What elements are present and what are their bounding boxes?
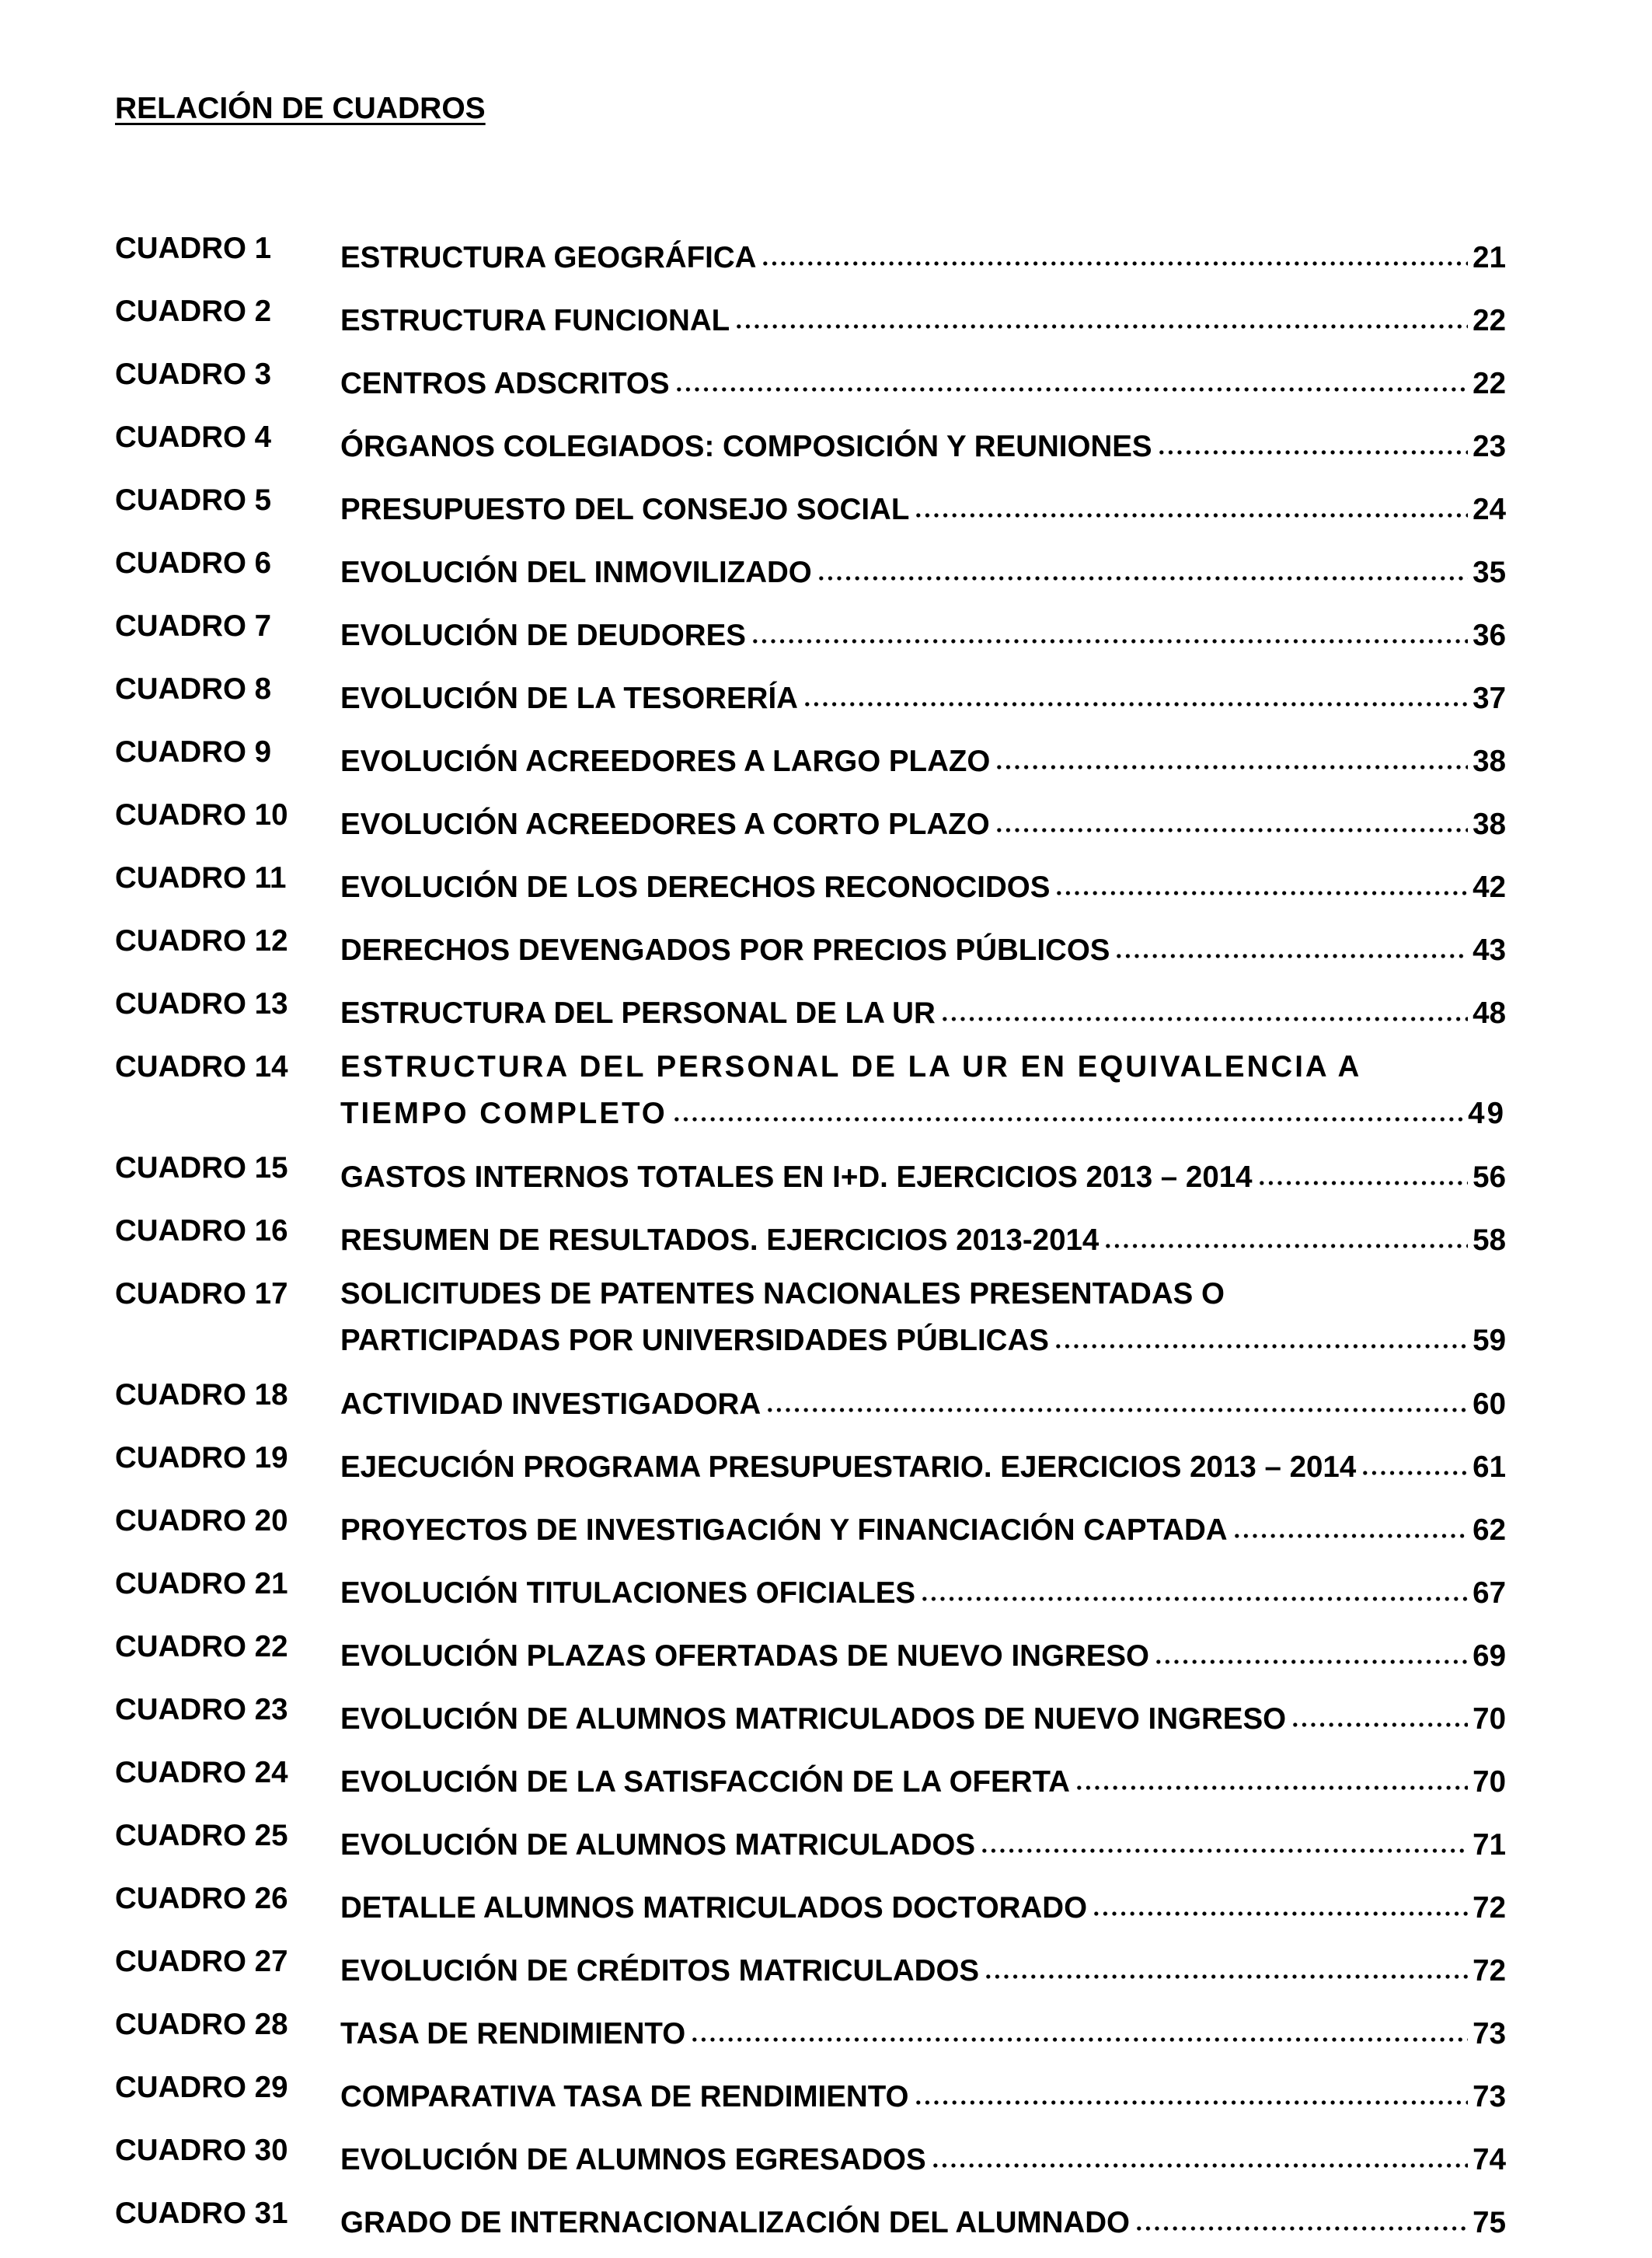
toc-entry-number: CUADRO 27 [115,1945,288,1978]
toc-entry-title: EJECUCIÓN PROGRAMA PRESUPUESTARIO. EJERCICIOS 2013 – 2014 [340,1450,1357,1484]
toc-entry-line [340,1440,1506,1486]
toc-entry-title: EVOLUCIÓN TITULACIONES OFICIALES [340,1576,916,1610]
toc-entry-number: CUADRO 8 [115,672,272,706]
toc-entry-number: CUADRO 25 [115,1819,288,1852]
toc-entry-body [340,734,1506,780]
toc-entry-body [340,860,1506,906]
toc-entry [115,1440,1506,1486]
dot-leader [995,734,1468,771]
toc-entry [115,2195,1506,2242]
toc-entry-title: EVOLUCIÓN DE ALUMNOS EGRESADOS [340,2143,926,2176]
toc-entry [115,545,1506,592]
toc-entry-page: 72 [1473,1891,1506,1925]
toc-entry-line [340,1502,1506,1549]
toc-entry-title: EVOLUCIÓN DE LA SATISFACCIÓN DE LA OFERTA [340,1765,1070,1799]
toc-entry-page: 73 [1473,2080,1506,2113]
toc-entry [115,1943,1506,1990]
toc-entry-page: 22 [1473,304,1506,337]
toc-entry-title: CENTROS ADSCRITOS [340,367,670,400]
toc-entry-title: ÓRGANOS COLEGIADOS: COMPOSICIÓN Y REUNIONES [340,430,1152,463]
toc-entry-number: CUADRO 1 [115,232,272,265]
toc-entry-title: EVOLUCIÓN DE LA TESORERÍA [340,682,798,715]
toc-entry-body [340,1880,1506,1927]
toc-entry-number: CUADRO 6 [115,546,272,580]
toc-entry-line [340,482,1506,529]
table-of-contents [115,230,1506,2258]
toc-entry-page: 38 [1473,808,1506,841]
toc-entry-page: 35 [1473,556,1506,589]
toc-entry-line [340,419,1506,466]
toc-entry-page: 37 [1473,682,1506,715]
toc-entry-body [340,1502,1506,1549]
toc-entry-number: CUADRO 13 [115,987,288,1021]
toc-entry-line [340,1213,1506,1259]
toc-entry-body [340,293,1506,340]
toc-entry [115,1691,1506,1738]
dot-leader [940,986,1468,1023]
toc-entry-body [340,1943,1506,1990]
toc-entry-number: CUADRO 23 [115,1693,288,1726]
toc-entry-line [340,797,1506,843]
toc-entry-title: DETALLE ALUMNOS MATRICULADOS DOCTORADO [340,1891,1088,1925]
toc-entry-body [340,1817,1506,1864]
toc-entry-number: CUADRO 11 [115,861,287,895]
dot-leader [734,293,1468,330]
dot-leader [914,482,1468,519]
toc-entry-body [340,230,1506,277]
dot-leader [1232,1502,1469,1540]
toc-entry [115,1150,1506,1196]
toc-entry [115,860,1506,906]
toc-entry-page: 60 [1473,1387,1506,1421]
toc-entry-title: EVOLUCIÓN ACREEDORES A LARGO PLAZO [340,745,991,778]
toc-entry-body [340,1628,1506,1675]
toc-entry-line [340,1276,1506,1313]
toc-entry-number: CUADRO 15 [115,1151,288,1185]
toc-entry-line [340,230,1506,277]
toc-entry-line [340,356,1506,403]
toc-entry-body [340,1276,1506,1359]
dot-leader [1157,419,1469,456]
toc-entry-number: CUADRO 22 [115,1630,288,1663]
toc-entry-page: 36 [1473,619,1506,652]
toc-entry-line [340,734,1506,780]
toc-entry-body [340,1377,1506,1423]
page-title: RELACIÓN DE CUADROS [115,92,486,125]
toc-entry-title: EVOLUCIÓN ACREEDORES A CORTO PLAZO [340,808,990,841]
toc-entry-number: CUADRO 16 [115,1214,288,1248]
toc-entry [115,1754,1506,1801]
toc-entry-title: TIEMPO COMPLETO [340,1097,667,1130]
toc-entry-page: 42 [1473,871,1506,904]
toc-entry [115,2069,1506,2116]
toc-entry-page: 73 [1473,2017,1506,2050]
toc-entry-line [340,2195,1506,2242]
dot-leader [980,1817,1468,1855]
toc-entry-line [340,2006,1506,2053]
toc-entry [115,734,1506,780]
toc-entry-body [340,419,1506,466]
toc-entry [115,1377,1506,1423]
dot-leader [931,2132,1469,2169]
dot-leader [920,1565,1468,1603]
toc-entry-body [340,797,1506,843]
dot-leader [1134,2195,1468,2232]
toc-entry-page: 70 [1473,1765,1506,1799]
toc-entry-title: COMPARATIVA TASA DE RENDIMIENTO [340,2080,909,2113]
toc-entry-number: CUADRO 7 [115,609,272,643]
toc-entry-body [340,2006,1506,2053]
toc-entry-body [340,671,1506,717]
toc-entry-title: ACTIVIDAD INVESTIGADORA [340,1387,762,1421]
toc-entry-page: 62 [1473,1513,1506,1547]
dot-leader [751,608,1468,645]
toc-entry-title: DERECHOS DEVENGADOS POR PRECIOS PÚBLICOS [340,934,1110,967]
toc-entry-line [340,545,1506,592]
toc-entry-number: CUADRO 20 [115,1504,288,1537]
toc-entry [115,1276,1506,1359]
toc-entry-number: CUADRO 19 [115,1441,288,1475]
toc-entry-title: RESUMEN DE RESULTADOS. EJERCICIOS 2013-2014 [340,1223,1100,1257]
dot-leader [672,1086,1463,1123]
toc-entry-line [340,1754,1506,1801]
toc-entry-title: ESTRUCTURA DEL PERSONAL DE LA UR [340,996,936,1030]
toc-entry-body [340,608,1506,654]
toc-entry-page: 58 [1473,1223,1506,1257]
toc-entry-number: CUADRO 29 [115,2071,288,2104]
toc-entry [115,923,1506,969]
toc-entry [115,1817,1506,1864]
dot-leader [1154,1628,1468,1666]
toc-entry-number: CUADRO 2 [115,295,272,328]
toc-entry-title: TASA DE RENDIMIENTO [340,2017,686,2050]
toc-entry-title: GRADO DE INTERNACIONALIZACIÓN DEL ALUMNADO [340,2206,1130,2239]
toc-entry-line [340,1691,1506,1738]
toc-entry-page: 43 [1473,934,1506,967]
toc-entry [115,230,1506,277]
toc-entry-page: 38 [1473,745,1506,778]
toc-entry-number: CUADRO 12 [115,924,288,958]
toc-entry-title: ESTRUCTURA DEL PERSONAL DE LA UR EN EQUIVALENCIA A [340,1050,1362,1084]
toc-entry-number: CUADRO 26 [115,1882,288,1915]
toc-entry-title: ESTRUCTURA GEOGRÁFICA [340,241,757,274]
toc-entry [115,2132,1506,2179]
toc-entry-line [340,608,1506,654]
toc-entry-title: EVOLUCIÓN DE DEUDORES [340,619,746,652]
toc-entry-line [340,1150,1506,1196]
toc-entry-number: CUADRO 14 [115,1050,288,1084]
toc-entry-line [340,1817,1506,1864]
toc-entry-number: CUADRO 18 [115,1378,288,1412]
toc-entry-page: 24 [1473,493,1506,526]
dot-leader [1361,1440,1468,1477]
toc-entry-page: 22 [1473,367,1506,400]
dot-leader [765,1377,1468,1414]
dot-leader [1092,1880,1468,1918]
toc-entry [115,1502,1506,1549]
toc-entry-body [340,2132,1506,2179]
toc-entry-number: CUADRO 31 [115,2197,288,2230]
toc-entry [115,482,1506,529]
toc-entry-number: CUADRO 5 [115,483,272,517]
toc-entry-page: 56 [1473,1160,1506,1194]
toc-entry-page: 70 [1473,1702,1506,1736]
toc-entry-number: CUADRO 3 [115,358,272,391]
toc-entry [115,293,1506,340]
toc-entry-page: 74 [1473,2143,1506,2176]
toc-entry-body [340,1213,1506,1259]
toc-entry [115,1628,1506,1675]
dot-leader [1054,1313,1468,1350]
toc-entry-line [340,1086,1506,1132]
toc-entry-title: EVOLUCIÓN DEL INMOVILIZADO [340,556,812,589]
dot-leader [803,671,1468,708]
toc-entry-body [340,356,1506,403]
toc-entry-body [340,1440,1506,1486]
toc-entry [115,1565,1506,1612]
toc-entry-line [340,1565,1506,1612]
toc-entry-title: EVOLUCIÓN DE ALUMNOS MATRICULADOS DE NUEVO INGRESO [340,1702,1287,1736]
toc-entry-title: PRESUPUESTO DEL CONSEJO SOCIAL [340,493,910,526]
toc-entry-line [340,923,1506,969]
toc-entry-body [340,1754,1506,1801]
toc-entry-title: GASTOS INTERNOS TOTALES EN I+D. EJERCICIOS 2013 – 2014 [340,1160,1253,1194]
dot-leader [761,230,1468,267]
toc-entry-page: 71 [1473,1828,1506,1862]
toc-entry-title: ESTRUCTURA FUNCIONAL [340,304,730,337]
dot-leader [817,545,1468,582]
toc-entry-title: EVOLUCIÓN DE LOS DERECHOS RECONOCIDOS [340,871,1051,904]
toc-entry [115,1049,1506,1132]
toc-entry-line [340,1628,1506,1675]
toc-entry-line [340,1943,1506,1990]
toc-entry-body [340,2069,1506,2116]
toc-entry-number: CUADRO 4 [115,421,272,454]
toc-entry-page: 69 [1473,1639,1506,1673]
toc-entry-page: 23 [1473,430,1506,463]
toc-entry-number: CUADRO 30 [115,2134,288,2167]
toc-entry-body [340,1049,1506,1132]
toc-entry-page: 75 [1473,2206,1506,2239]
toc-entry [115,1213,1506,1259]
toc-entry-line [340,1313,1506,1359]
toc-entry-body [340,2195,1506,2242]
toc-entry-number: CUADRO 17 [115,1277,288,1310]
dot-leader [1103,1213,1468,1250]
toc-entry-body [340,986,1506,1032]
toc-entry-line [340,1377,1506,1423]
toc-entry-line [340,986,1506,1032]
toc-entry-line [340,671,1506,717]
toc-entry-page: 59 [1473,1324,1506,1357]
toc-entry-title: EVOLUCIÓN DE CRÉDITOS MATRICULADOS [340,1954,980,1988]
dot-leader [674,356,1469,393]
dot-leader [1075,1754,1468,1792]
toc-entry-title: SOLICITUDES DE PATENTES NACIONALES PRESENTADAS O [340,1277,1225,1310]
toc-entry-title: PROYECTOS DE INVESTIGACIÓN Y FINANCIACIÓN CAPTADA [340,1513,1228,1547]
dot-leader [1291,1691,1468,1729]
toc-entry-page: 72 [1473,1954,1506,1988]
toc-entry-line [340,1880,1506,1927]
dot-leader [984,1943,1468,1981]
dot-leader [1114,923,1468,960]
dot-leader [1054,860,1468,897]
toc-entry-number: CUADRO 10 [115,798,288,832]
toc-entry-page: 67 [1473,1576,1506,1610]
toc-entry-line [340,2069,1506,2116]
toc-entry [115,2006,1506,2053]
toc-entry [115,356,1506,403]
toc-entry-line [340,293,1506,340]
toc-entry-number: CUADRO 21 [115,1567,288,1600]
toc-entry-body [340,1565,1506,1612]
toc-entry-number: CUADRO 9 [115,735,272,769]
toc-entry-number: CUADRO 28 [115,2008,288,2041]
toc-entry-body [340,545,1506,592]
toc-entry [115,1880,1506,1927]
toc-entry [115,419,1506,466]
toc-entry [115,986,1506,1032]
dot-leader [995,797,1469,834]
toc-entry-line [340,1049,1506,1086]
toc-entry-page: 21 [1473,241,1506,274]
toc-entry-page: 48 [1473,996,1506,1030]
toc-entry-title: EVOLUCIÓN PLAZAS OFERTADAS DE NUEVO INGRESO [340,1639,1150,1673]
toc-entry-body [340,1150,1506,1196]
toc-entry-title: PARTICIPADAS POR UNIVERSIDADES PÚBLICAS [340,1324,1049,1357]
toc-entry-line [340,860,1506,906]
dot-leader [1257,1150,1469,1187]
toc-entry [115,797,1506,843]
toc-entry-number: CUADRO 24 [115,1756,288,1789]
dot-leader [914,2069,1469,2106]
toc-entry [115,671,1506,717]
toc-entry-body [340,1691,1506,1738]
toc-entry-body [340,923,1506,969]
dot-leader [690,2006,1468,2043]
toc-entry-page: 61 [1473,1450,1506,1484]
toc-entry-title: EVOLUCIÓN DE ALUMNOS MATRICULADOS [340,1828,976,1862]
toc-entry-line [340,2132,1506,2179]
toc-entry-page: 49 [1468,1097,1506,1130]
toc-entry [115,608,1506,654]
toc-entry-body [340,482,1506,529]
